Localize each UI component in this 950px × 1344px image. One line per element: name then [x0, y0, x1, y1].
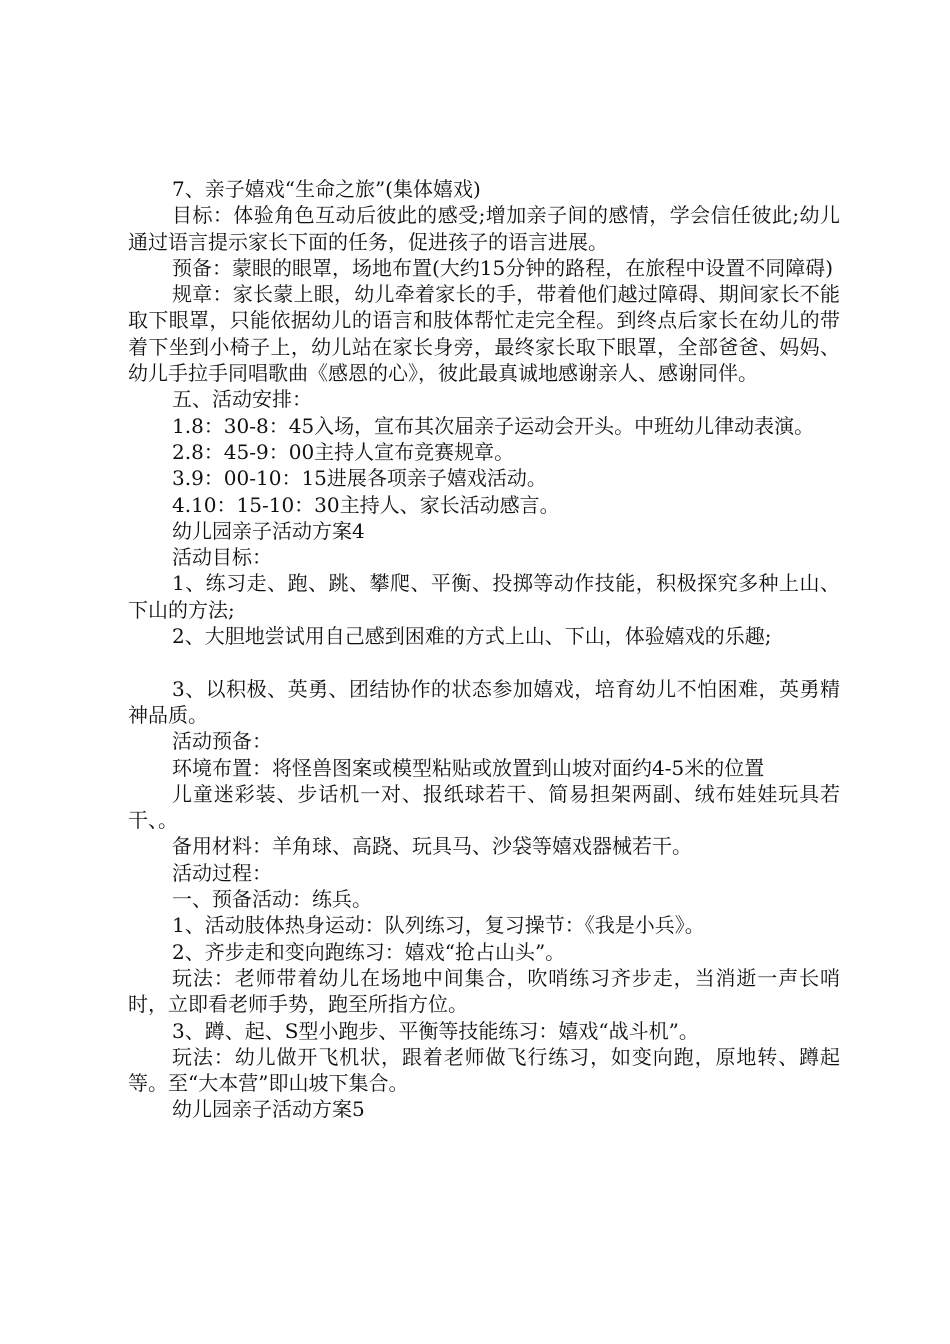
paragraph: 2.8：45-9：00主持人宣布竞赛规章。 [172, 439, 515, 464]
paragraph: 2、齐步走和变向跑练习：嬉戏“抢占山头”。 [172, 939, 566, 964]
paragraph: 玩法：幼儿做开飞机状，跟着老师做飞行练习，如变向跑，原地转、蹲起等。至“大本营”即山坡下集合。 [128, 1044, 840, 1096]
paragraph: 1、练习走、跑、跳、攀爬、平衡、投掷等动作技能，积极探究多种上山、下山的方法; [128, 571, 840, 622]
section-heading: 幼儿园亲子活动方案4 [172, 518, 365, 543]
paragraph: 一、预备活动：练兵。 [172, 887, 372, 912]
blank-line [128, 649, 840, 675]
section-heading: 活动预备： [172, 729, 272, 754]
paragraph: 规章：家长蒙上眼，幼儿牵着家长的手，带着他们越过障碍、期间家长不能取下眼罩，只能依据幼儿的语言和肢体帮忙走完全程。到终点后家长在幼儿的带着下坐到小椅子上，幼儿站在家长身旁，最终家长取下眼罩，全部爸爸、妈妈、幼儿手拉手同唱歌曲《感恩的心》，彼此最真诚地感谢亲人、感谢同伴。 [128, 282, 840, 386]
paragraph: 2、大胆地尝试用自己感到困难的方式上山、下山，体验嬉戏的乐趣; [172, 624, 772, 649]
paragraph: 目标：体验角色互动后彼此的感受;增加亲子间的感情，学会信任彼此;幼儿通过语言提示家长下面的任务，促进孩子的语言进展。 [128, 203, 840, 254]
section-heading: 五、活动安排： [172, 387, 312, 412]
paragraph: 4.10：15-10：30主持人、家长活动感言。 [172, 492, 560, 517]
paragraph: 3、以积极、英勇、团结协作的状态参加嬉戏，培育幼儿不怕困难，英勇精神品质。 [128, 676, 840, 727]
section-heading: 活动过程： [172, 860, 272, 885]
paragraph: 1、活动肢体热身运动：队列练习，复习操节：《我是小兵》。 [172, 913, 705, 938]
paragraph: 预备：蒙眼的眼罩，场地布置(大约15分钟的路程，在旅程中设置不同障碍) [172, 255, 834, 280]
paragraph: 3.9：00-10：15进展各项亲子嬉戏活动。 [172, 466, 547, 491]
paragraph: 玩法：老师带着幼儿在场地中间集合，吹哨练习齐步走，当消逝一声长哨时，立即看老师手势，跑至所指方位。 [128, 965, 840, 1017]
paragraph: 备用材料：羊角球、高跷、玩具马、沙袋等嬉戏器械若干。 [172, 834, 692, 859]
section-heading: 活动目标： [172, 545, 272, 570]
section-heading: 幼儿园亲子活动方案5 [172, 1097, 365, 1122]
paragraph: 1.8：30-8：45入场，宣布其次届亲子运动会开头。中班幼儿律动表演。 [172, 413, 815, 438]
paragraph: 环境布置：将怪兽图案或模型粘贴或放置到山坡对面约4-5米的位置 [172, 755, 765, 780]
document-body [128, 176, 840, 1123]
paragraph: 儿童迷彩装、步话机一对、报纸球若干、简易担架两副、绒布娃娃玩具若干、。 [128, 781, 840, 833]
paragraph: 7、亲子嬉戏“生命之旅”(集体嬉戏) [172, 177, 481, 201]
paragraph: 3、蹲、起、S型小跑步、平衡等技能练习：嬉戏“战斗机”。 [172, 1018, 699, 1043]
